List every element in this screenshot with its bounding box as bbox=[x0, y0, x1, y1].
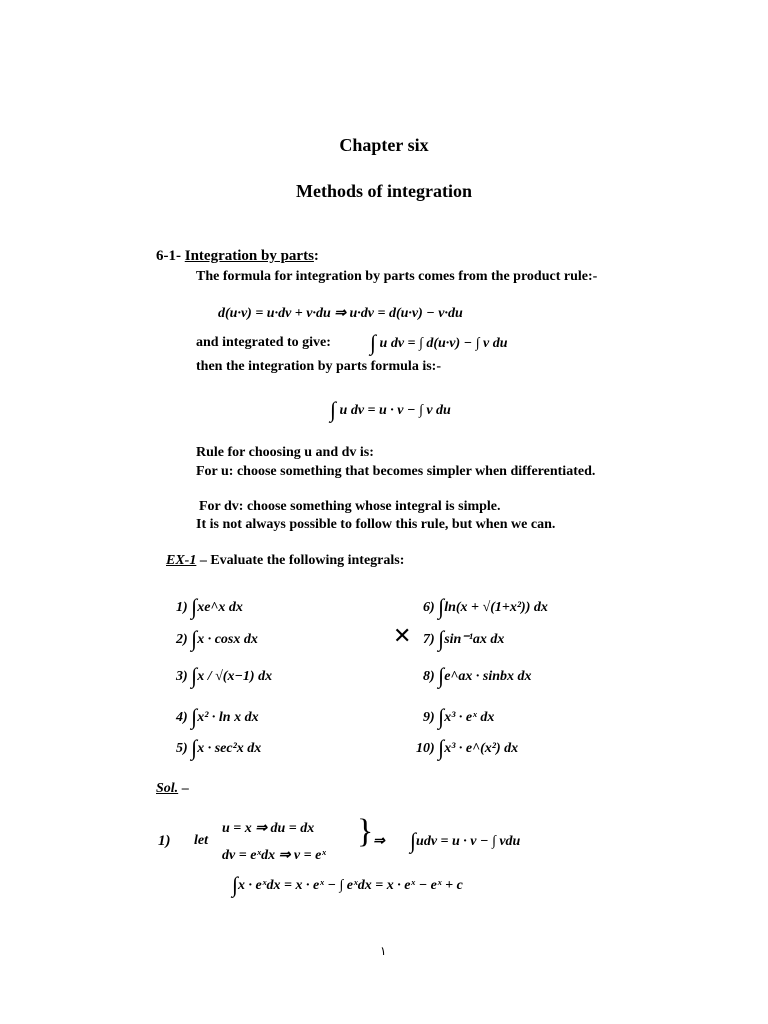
parts-formula bbox=[330, 399, 451, 421]
example-item-6 bbox=[423, 596, 548, 618]
integral-sign-icon: ∫ bbox=[410, 828, 417, 853]
chapter-subtitle: Methods of integration bbox=[296, 181, 472, 201]
integral-sign-icon: ∫ bbox=[438, 626, 445, 651]
example-heading bbox=[166, 553, 404, 569]
solution-line-1: u = x ⇒ du = dx bbox=[222, 821, 315, 836]
integral-sign-icon: ∫ bbox=[370, 330, 377, 355]
integrated-equation-text: u dv = ∫ d(u·v) − ∫ v du bbox=[379, 336, 508, 351]
solution-dash: – bbox=[178, 781, 189, 796]
item-number: 6) bbox=[423, 600, 435, 615]
product-rule-text: d(u·v) = u·dv + v·du ⇒ u·dv = d(u·v) − v·du bbox=[218, 306, 463, 321]
integrated-label: and integrated to give: bbox=[196, 335, 331, 350]
rule-u: For u: choose something that becomes simpler when differentiated. bbox=[196, 464, 596, 479]
example-item-7 bbox=[423, 628, 504, 650]
item-number: 3) bbox=[176, 669, 188, 684]
example-item-3 bbox=[176, 665, 272, 687]
solution-heading bbox=[156, 781, 189, 797]
item-number: 9) bbox=[423, 710, 435, 725]
item-expr: x³ · eˣ dx bbox=[444, 710, 495, 725]
section-heading bbox=[156, 248, 319, 265]
integral-sign-icon: ∫ bbox=[191, 594, 198, 619]
example-item-4 bbox=[176, 706, 259, 728]
item-number: 5) bbox=[176, 741, 188, 756]
item-expr: sin⁻¹ax dx bbox=[444, 632, 505, 647]
section-number: 6-1- bbox=[156, 248, 185, 264]
integral-sign-icon: ∫ bbox=[438, 663, 445, 688]
example-item-2 bbox=[176, 628, 258, 650]
item-expr: x² · ln x dx bbox=[197, 710, 259, 725]
solution-step-number: 1) bbox=[158, 833, 171, 849]
item-number: 7) bbox=[423, 632, 435, 647]
solution-final-text: x · eˣdx = x · eˣ − ∫ eˣdx = x · eˣ − eˣ + c bbox=[238, 878, 463, 893]
example-item-8 bbox=[423, 665, 532, 687]
integral-sign-icon: ∫ bbox=[191, 663, 198, 688]
parts-formula-text: u dv = u · v − ∫ v du bbox=[339, 403, 451, 418]
rule-note: It is not always possible to follow this rule, but when we can. bbox=[196, 517, 556, 532]
integral-sign-icon: ∫ bbox=[232, 872, 239, 897]
chapter-title: Chapter six bbox=[339, 135, 429, 155]
item-number: 10) bbox=[416, 741, 435, 756]
then-text: then the integration by parts formula is:- bbox=[196, 359, 441, 374]
item-expr: xe^x dx bbox=[197, 600, 243, 615]
item-expr: x / √(x−1) dx bbox=[197, 669, 273, 684]
integral-sign-icon: ∫ bbox=[438, 704, 445, 729]
solution-line-2: dv = eˣdx ⇒ v = eˣ bbox=[222, 848, 327, 863]
integral-sign-icon: ∫ bbox=[191, 704, 198, 729]
page-number: ١ bbox=[380, 944, 387, 958]
solution-final bbox=[232, 874, 463, 896]
item-expr: x · cosx dx bbox=[197, 632, 258, 647]
intro-paragraph: The formula for integration by parts comes from the product rule:- bbox=[196, 269, 598, 284]
item-number: 1) bbox=[176, 600, 188, 615]
brace-icon: } bbox=[357, 813, 374, 850]
implies-arrow: ⇒ bbox=[373, 834, 385, 849]
example-text: – Evaluate the following integrals: bbox=[196, 553, 405, 568]
integral-sign-icon: ∫ bbox=[330, 397, 337, 422]
integral-sign-icon: ∫ bbox=[438, 735, 445, 760]
solution-result-text: udv = u · v − ∫ vdu bbox=[416, 834, 521, 849]
item-number: 4) bbox=[176, 710, 188, 725]
example-item-9 bbox=[423, 706, 494, 728]
section-heading-colon: : bbox=[313, 248, 319, 264]
solution-label: Sol. bbox=[156, 781, 179, 796]
item-expr: e^ax · sinbx dx bbox=[444, 669, 532, 684]
integral-sign-icon: ∫ bbox=[191, 626, 198, 651]
section-heading-text: Integration by parts bbox=[184, 248, 314, 264]
item-expr: ln(x + √(1+x²)) dx bbox=[444, 600, 548, 615]
example-label: EX-1 bbox=[166, 553, 197, 568]
item-expr: x³ · e^(x²) dx bbox=[444, 741, 519, 756]
item-expr: x · sec²x dx bbox=[197, 741, 262, 756]
solution-let: let bbox=[194, 833, 208, 848]
item-number: 2) bbox=[176, 632, 188, 647]
rule-dv: For dv: choose something whose integral is simple. bbox=[199, 499, 501, 514]
example-item-1 bbox=[176, 596, 243, 618]
product-rule-equation bbox=[218, 305, 463, 322]
cross-mark-icon: ✕ bbox=[393, 623, 412, 648]
rule-heading: Rule for choosing u and dv is: bbox=[196, 445, 374, 460]
integral-sign-icon: ∫ bbox=[438, 594, 445, 619]
integral-sign-icon: ∫ bbox=[191, 735, 198, 760]
example-item-5 bbox=[176, 737, 261, 759]
example-item-10 bbox=[416, 737, 518, 759]
solution-result bbox=[410, 830, 520, 852]
item-number: 8) bbox=[423, 669, 435, 684]
integrated-equation bbox=[370, 332, 508, 354]
